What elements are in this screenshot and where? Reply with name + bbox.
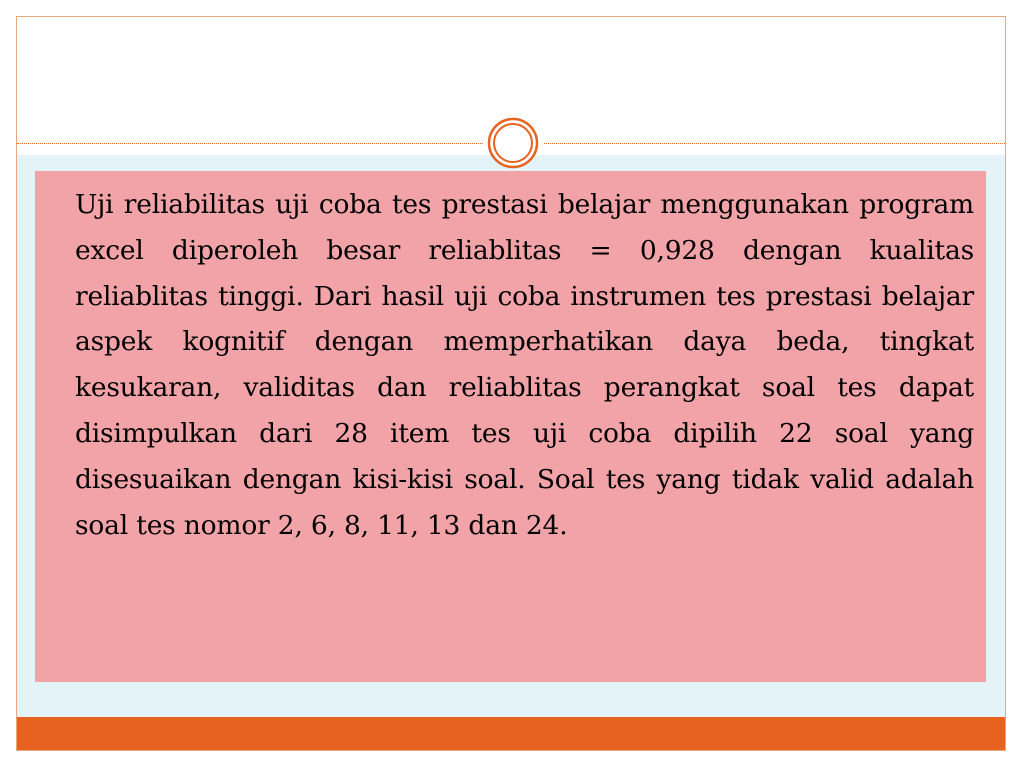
footer-bar [17,717,1005,750]
body-paragraph: Uji reliabilitas uji coba tes prestasi belajar menggunakan program excel diperoleh besar reliablitas = 0,928 dengan kualitas reliablitas tinggi. Dari hasil uji coba instrumen tes prestasi belajar aspek kognitif dengan memperhatikan daya beda, tingkat kesukaran, validitas dan reliablitas perangkat soal tes dapat disimpulkan dari 28 item tes uji coba dipilih 22 soal yang disesuaikan dengan kisi-kisi soal. Soal tes yang tidak valid adalah soal tes nomor 2, 6, 8, 11, 13 dan 24. [75,189,974,541]
double-ring-circle-icon [487,117,539,169]
content-text-box [35,171,986,682]
